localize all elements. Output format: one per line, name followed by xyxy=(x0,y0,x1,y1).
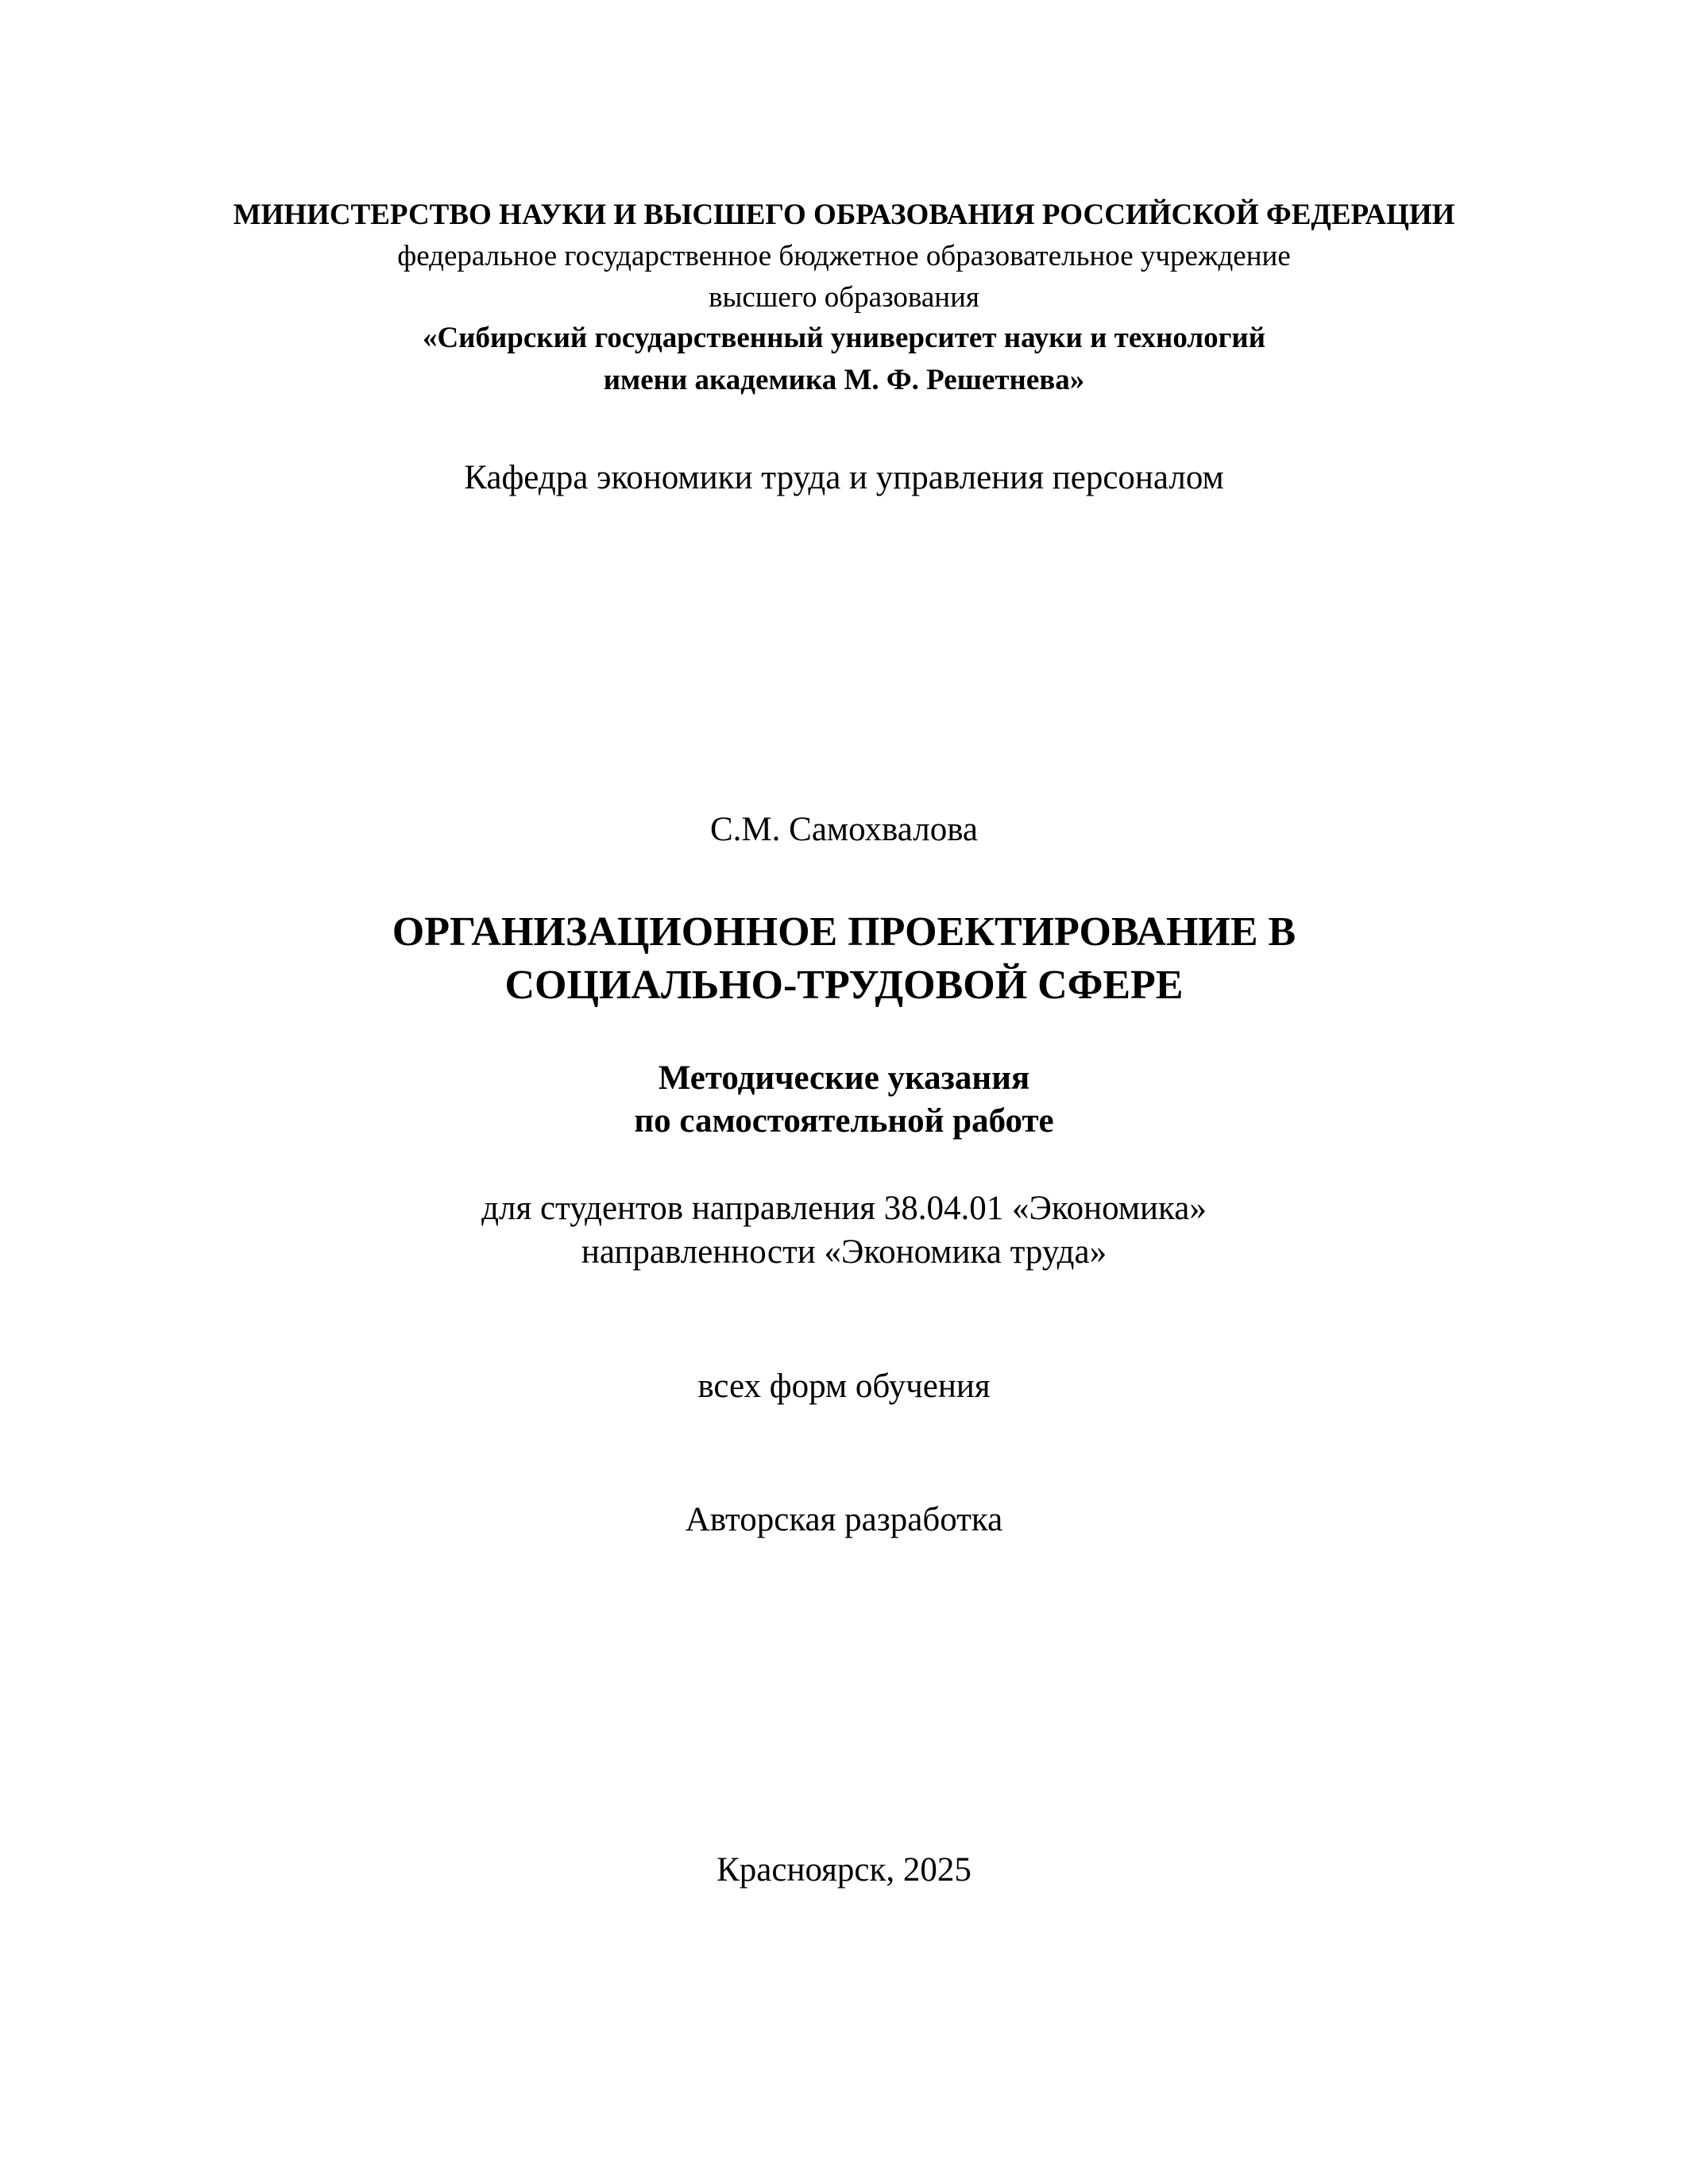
university-name-line-1: «Сибирский государственный университет науки и технологий xyxy=(422,322,1266,354)
document-title-line-1: ОРГАНИЗАЦИОННОЕ ПРОЕКТИРОВАНИЕ В xyxy=(392,909,1296,955)
audience-line-2: направленности «Экономика труда» xyxy=(581,1233,1107,1271)
institution-type-line-2: высшего образования xyxy=(709,281,979,314)
document-title-line-2: СОЦИАЛЬНО-ТРУДОВОЙ СФЕРЕ xyxy=(504,963,1184,1008)
audience-line-1: для студентов направления 38.04.01 «Экономика» xyxy=(481,1190,1207,1227)
ministry-heading: МИНИСТЕРСТВО НАУКИ И ВЫСШЕГО ОБРАЗОВАНИЯ РОССИЙСКОЙ ФЕДЕРАЦИИ xyxy=(233,199,1455,231)
author-name: С.М. Самохвалова xyxy=(709,811,979,848)
institution-type-line-1: федеральное государственное бюджетное образовательное учреждение xyxy=(397,240,1291,272)
place-and-year: Красноярск, 2025 xyxy=(717,1851,971,1889)
document-subtitle-line-2: по самостоятельной работе xyxy=(634,1102,1054,1140)
department-name: Кафедра экономики труда и управления персоналом xyxy=(464,459,1224,496)
edition-note: Авторская разработка xyxy=(685,1501,1003,1538)
document-subtitle-line-1: Методические указания xyxy=(658,1059,1030,1097)
university-name-line-2: имени академика М. Ф. Решетнева» xyxy=(603,364,1085,396)
study-forms: всех форм обучения xyxy=(697,1368,991,1405)
